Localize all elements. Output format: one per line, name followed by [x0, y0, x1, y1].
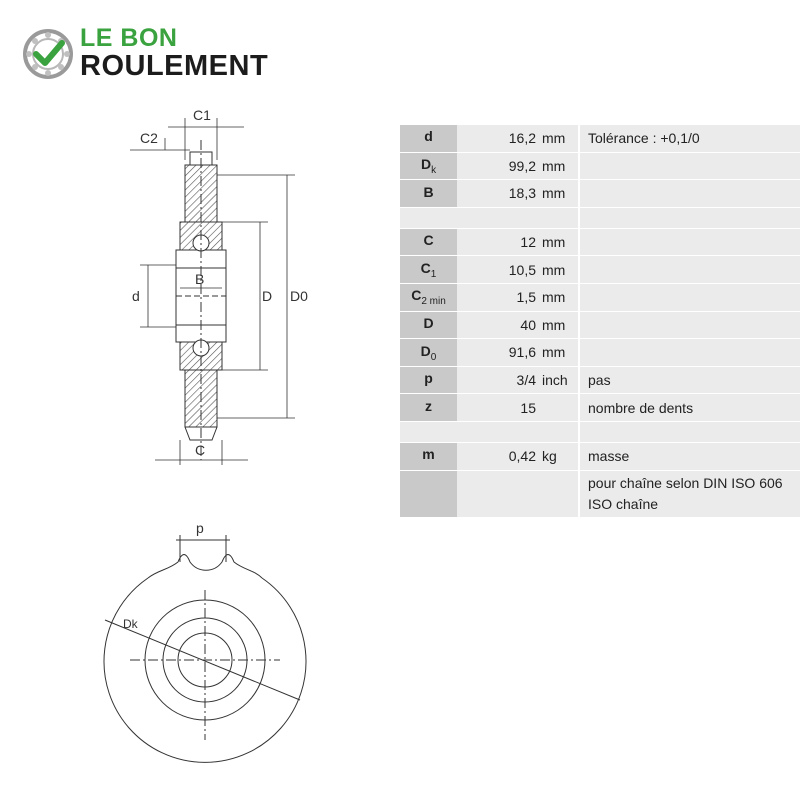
label-dd: D — [262, 288, 273, 304]
spec-key: C — [400, 228, 457, 256]
spec-value: 1,5 mm — [457, 283, 579, 311]
spec-value: 40 mm — [457, 311, 579, 339]
label-p: p — [196, 520, 204, 536]
side-view — [176, 140, 226, 460]
spec-value: 12 mm — [457, 228, 579, 256]
spec-row-b — [400, 180, 800, 208]
spec-row-z — [400, 394, 800, 422]
spec-note — [579, 470, 800, 517]
spec-note-line2: ISO chaîne — [588, 495, 659, 512]
spec-note — [579, 311, 800, 339]
spec-value: 10,5 mm — [457, 256, 579, 284]
spec-note — [579, 339, 800, 367]
spec-value: 3/4 inch — [457, 366, 579, 394]
spec-key: $D_k$ — [400, 152, 457, 180]
label-b: B — [195, 271, 205, 287]
spec-value: 18,3 mm — [457, 180, 579, 208]
spec-note: masse — [579, 442, 800, 470]
spec-row-c1 — [400, 256, 800, 284]
spec-note — [579, 256, 800, 284]
spec-note: nombre de dents — [579, 394, 800, 422]
spec-row-c2min — [400, 283, 800, 311]
spec-key: $C_1$ — [400, 256, 457, 284]
spec-note: pas — [579, 366, 800, 394]
spec-row-dd — [400, 311, 800, 339]
spec-key: D — [400, 311, 457, 339]
spec-spacer — [400, 421, 800, 442]
spec-value: 15 — [457, 394, 579, 422]
spec-table — [400, 125, 800, 518]
spec-value — [457, 470, 579, 517]
spec-key: p — [400, 366, 457, 394]
label-d: d — [132, 288, 140, 304]
spec-value: 0,42 kg — [457, 442, 579, 470]
spec-row-dk — [400, 152, 800, 180]
spec-row-chain — [400, 470, 800, 517]
label-d0: D0 — [290, 288, 308, 304]
brand-line1: LE BON — [80, 24, 178, 52]
label-dk: Dk — [123, 617, 138, 631]
spec-value: 91,6 mm — [457, 339, 579, 367]
spec-key: d — [400, 125, 457, 152]
spec-note — [579, 228, 800, 256]
spec-key: $D_0$ — [400, 339, 457, 367]
spec-note-line1: pour chaîne selon DIN ISO 606 — [588, 474, 783, 491]
spec-row-c — [400, 228, 800, 256]
spec-key: B — [400, 180, 457, 208]
sprocket-drawing — [0, 95, 400, 800]
brand-line2: ROULEMENT — [80, 50, 269, 82]
spec-value: 16,2 mm — [457, 125, 579, 152]
spec-spacer — [400, 207, 800, 228]
label-c1: C1 — [193, 107, 211, 123]
label-c2: C2 — [140, 130, 158, 146]
spec-value: 99,2 mm — [457, 152, 579, 180]
spec-note: Tolérance : +0,1/0 — [579, 125, 800, 152]
label-c: C — [195, 442, 206, 458]
spec-key: z — [400, 394, 457, 422]
spec-row-m — [400, 442, 800, 470]
spec-row-d0 — [400, 339, 800, 367]
front-view — [104, 535, 306, 762]
spec-key — [400, 470, 457, 517]
spec-row-p — [400, 366, 800, 394]
brand-logo — [22, 24, 312, 84]
spec-row-d — [400, 125, 800, 152]
spec-key: m — [400, 442, 457, 470]
spec-note — [579, 283, 800, 311]
spec-key: $C_{2 min}$ — [400, 283, 457, 311]
bearing-check-icon — [22, 28, 74, 80]
spec-note — [579, 180, 800, 208]
spec-note — [579, 152, 800, 180]
